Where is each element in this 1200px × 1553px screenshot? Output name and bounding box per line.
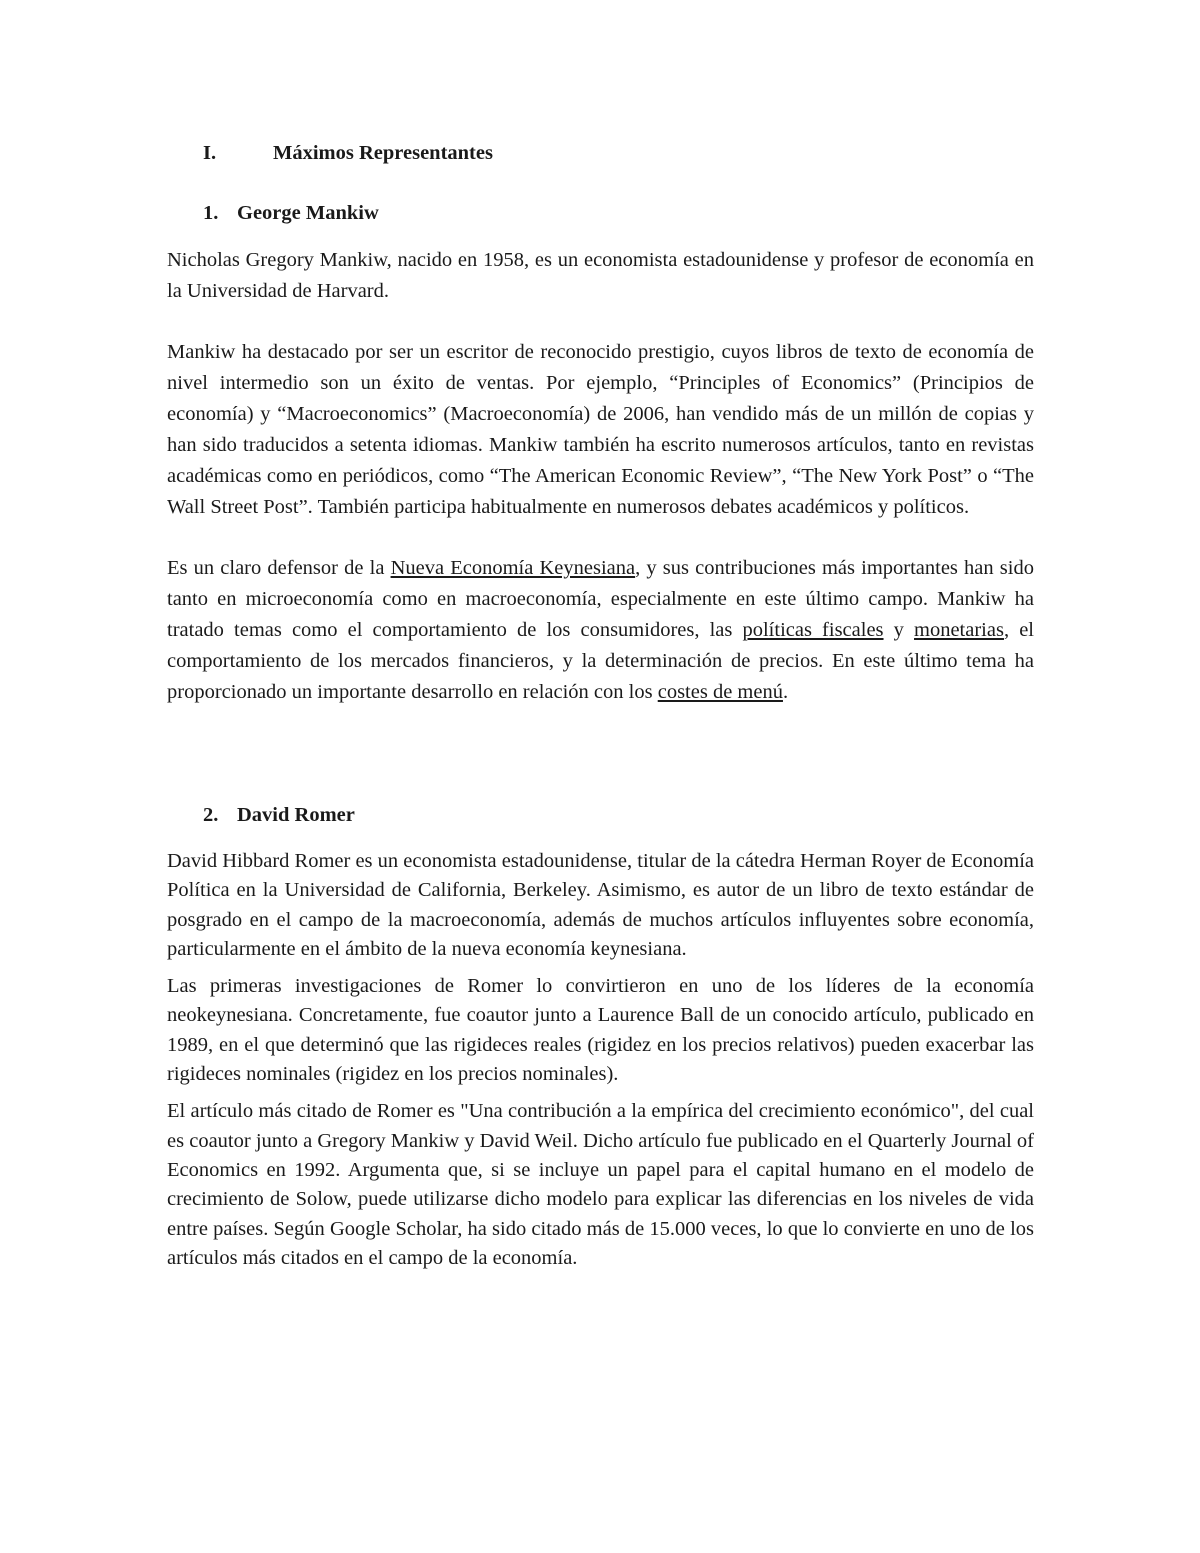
link-costes-de-menu[interactable]: costes de menú xyxy=(657,681,783,703)
text-run: , y sus contribuciones más importantes han sido tanto en microeconomía como en macroeconomía, especialmente en este último campo. Mankiw ha tratado temas como el comportamiento de los consumidores, las xyxy=(167,557,1034,641)
subsection-number: 2. xyxy=(203,804,219,826)
link-nueva-economia-keynesiana[interactable]: Nueva Economía Keynesiana xyxy=(390,557,636,579)
mankiw-paragraph-1: Nicholas Gregory Mankiw, nacido en 1958, es un economista estadounidense y profesor de economía en la Universidad de Harvard. xyxy=(167,249,1034,302)
subsection-heading-romer xyxy=(203,800,1034,831)
link-monetarias[interactable]: monetarias xyxy=(914,619,1004,641)
text-run: , el comportamiento de los mercados financieros, y la determinación de precios. En este último tema ha proporcionado un importante desarrollo en relación con los xyxy=(167,619,1035,703)
romer-paragraph-2: Las primeras investigaciones de Romer lo convirtieron en uno de los líderes de la economía neokeynesiana. Concretamente, fue coautor junto a Laurence Ball de un conocido artículo, publicado en 1989, en el que determinó que las rigideces reales (rigidez en los precios relativos) pueden exacerbar las rigideces nominales (rigidez en los precios nominales). xyxy=(167,975,1034,1086)
section-heading xyxy=(203,138,1034,169)
subsection-title: David Romer xyxy=(237,804,355,826)
link-politicas-fiscales[interactable]: políticas fiscales xyxy=(742,619,884,641)
text-run: y xyxy=(883,619,915,641)
text-run: . xyxy=(782,681,789,703)
romer-paragraph-3: El artículo más citado de Romer es "Una contribución a la empírica del crecimiento económico", del cual es coautor junto a Gregory Mankiw y David Weil. Dicho artículo fue publicado en el Quarterly Journal of Economics en 1992. Argumenta que, si se incluye un papel para el capital humano en el modelo de crecimiento de Solow, puede utilizarse dicho modelo para explicar las diferencias en los niveles de vida entre países. Según Google Scholar, ha sido citado más de 15.000 veces, lo que lo convierte en uno de los artículos más citados en el campo de la economía. xyxy=(167,1100,1034,1269)
subsection-number: 1. xyxy=(203,202,219,224)
romer-section xyxy=(167,847,1034,1273)
mankiw-paragraph-3 xyxy=(167,553,1034,708)
text-run: Es un claro defensor de la xyxy=(167,557,391,579)
subsection-title: George Mankiw xyxy=(237,202,379,224)
section-number: I. xyxy=(203,142,217,164)
subsection-heading-mankiw xyxy=(203,198,1034,229)
section-title: Máximos Representantes xyxy=(273,142,493,164)
document-page xyxy=(167,138,1034,1273)
mankiw-paragraph-2: Mankiw ha destacado por ser un escritor de reconocido prestigio, cuyos libros de texto de economía de nivel intermedio son un éxito de ventas. Por ejemplo, “Principles of Economics” (Principios de economía) y “Macroeconomics” (Macroeconomía) de 2006, han vendido más de un millón de copias y han sido traducidos a setenta idiomas. Mankiw también ha escrito numerosos artículos, tanto en revistas académicas como en periódicos, como “The American Economic Review”, “The New York Post” o “The Wall Street Post”. También participa habitualmente en numerosos debates académicos y políticos. xyxy=(167,341,1034,518)
romer-paragraph-1: David Hibbard Romer es un economista estadounidense, titular de la cátedra Herman Royer de Economía Política en la Universidad de California, Berkeley. Asimismo, es autor de un libro de texto estándar de posgrado en el campo de la macroeconomía, además de muchos artículos influyentes sobre economía, particularmente en el ámbito de la nueva economía keynesiana. xyxy=(167,850,1034,960)
